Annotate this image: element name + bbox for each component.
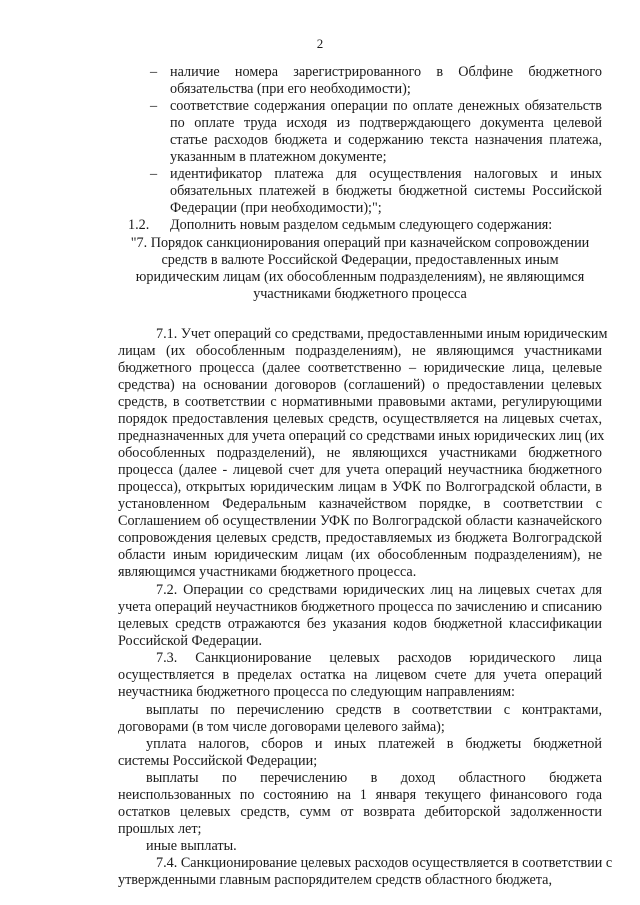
enumeration-line: уплата налогов, сборов и иных платежей в бюджеты бюджетной <box>146 736 602 752</box>
list-item-line: идентификатор платежа для осуществления налоговых и иных <box>170 166 602 182</box>
paragraph-line: порядок предоставления целевых средств, осуществляется на лицевых счетах, <box>118 411 602 427</box>
list-dash: – <box>150 64 158 80</box>
paragraph-line: предназначенных для учета операций со средствами иных юридических лиц (их <box>118 428 605 444</box>
list-item-line: Федерации (при необходимости);"; <box>170 200 382 216</box>
paragraph-line: процесса (далее - лицевой счет для учета операций неучастника бюджетного <box>118 462 602 478</box>
paragraph-line: бюджетного процесса (далее соответственно – юридические лица, целевые <box>118 360 602 376</box>
paragraph-line: 7.1. Учет операций со средствами, предоставленными иным юридическим <box>156 326 608 342</box>
paragraph-line: сопровождения целевых средств, предоставляемых из бюджета Волгоградской <box>118 530 602 546</box>
list-item-line: обязательных платежей в бюджеты бюджетной системы Российской <box>170 183 602 199</box>
list-item-line: по оплате труда исходя из подтверждающего документа целевой <box>170 115 602 131</box>
enumeration-line: иные выплаты. <box>146 838 237 854</box>
paragraph-line: обособленных подразделений), не являющихся участниками бюджетного <box>118 445 602 461</box>
clause-number: 1.2. <box>128 217 150 233</box>
enumeration-line: выплаты по перечислению средств в соответствии с контрактами, <box>146 702 602 718</box>
section-title-line: средств в валюте Российской Федерации, предоставленных иным <box>161 252 559 268</box>
paragraph-line: 7.2. Операции со средствами юридических лиц на лицевых счетах для <box>156 582 602 598</box>
paragraph-line: утвержденными главным распорядителем средств областного бюджета, <box>118 872 553 888</box>
list-item-line: статье расходов бюджета и содержанию текста назначения платежа, <box>170 132 602 148</box>
enumeration-line: выплаты по перечислению в доход областного бюджета <box>146 770 602 786</box>
paragraph-line: Российской Федерации. <box>118 633 263 649</box>
page-number: 2 <box>316 36 324 51</box>
paragraph-line: целевых средств отражаются без указания кодов бюджетной классификации <box>118 616 602 632</box>
list-item-line: обязательства (при его необходимости); <box>170 81 411 97</box>
list-dash: – <box>150 166 158 182</box>
paragraph-line: средств, в соответствии с нормативными правовыми актами, регулирующими <box>118 394 602 410</box>
clause-text: Дополнить новым разделом седьмым следующего содержания: <box>170 217 553 233</box>
section-title-line: юридическим лицам (их обособленным подразделениям), не являющимся <box>135 269 585 285</box>
paragraph-line: установленном Федеральным казначейством порядке, в соответствии с <box>118 496 602 512</box>
enumeration-line: системы Российской Федерации; <box>118 753 318 769</box>
paragraph-line: области иным юридическим лицам (их обособленным подразделениям), не <box>118 547 602 563</box>
paragraph-line: процесса), открытых юридическим лицам в УФК по Волгоградской области, в <box>118 479 602 495</box>
section-title-line: "7. Порядок санкционирования операций при казначейском сопровождении <box>130 235 590 251</box>
section-title-line: участниками бюджетного процесса <box>253 286 467 302</box>
list-item-line: соответствие содержания операции по оплате денежных обязательств <box>170 98 602 114</box>
list-dash: – <box>150 98 158 114</box>
paragraph-line: 7.3. Санкционирование целевых расходов юридического лица <box>156 650 602 666</box>
paragraph-line: лицам (их обособленным подразделениям), не являющимся участниками <box>118 343 602 359</box>
enumeration-line: прошлых лет; <box>118 821 202 837</box>
paragraph-line: учета операций неучастников бюджетного процесса по зачислению и списанию <box>118 599 602 615</box>
paragraph-line: средства) на основании договоров (соглашений) о предоставлении целевых <box>118 377 602 393</box>
paragraph-line: Соглашением об осуществлении УФК по Волгоградской области казначейского <box>118 513 602 529</box>
paragraph-line: осуществляется в пределах остатка на лицевом счете для учета операций <box>118 667 602 683</box>
enumeration-line: договорами (в том числе договорами целевого займа); <box>118 719 445 735</box>
list-item-line: указанным в платежном документе; <box>170 149 387 165</box>
paragraph-line: неучастника бюджетного процесса по следующим направлениям: <box>118 684 515 700</box>
paragraph-line: 7.4. Санкционирование целевых расходов осуществляется в соответствии с <box>156 855 613 871</box>
enumeration-line: остатков целевых средств, сумм от возврата дебиторской задолженности <box>118 804 602 820</box>
enumeration-line: неиспользованных по состоянию на 1 января текущего финансового года <box>118 787 602 803</box>
paragraph-line: являющимся участниками бюджетного процесса. <box>118 564 417 580</box>
list-item-line: наличие номера зарегистрированного в Облфине бюджетного <box>170 64 602 80</box>
